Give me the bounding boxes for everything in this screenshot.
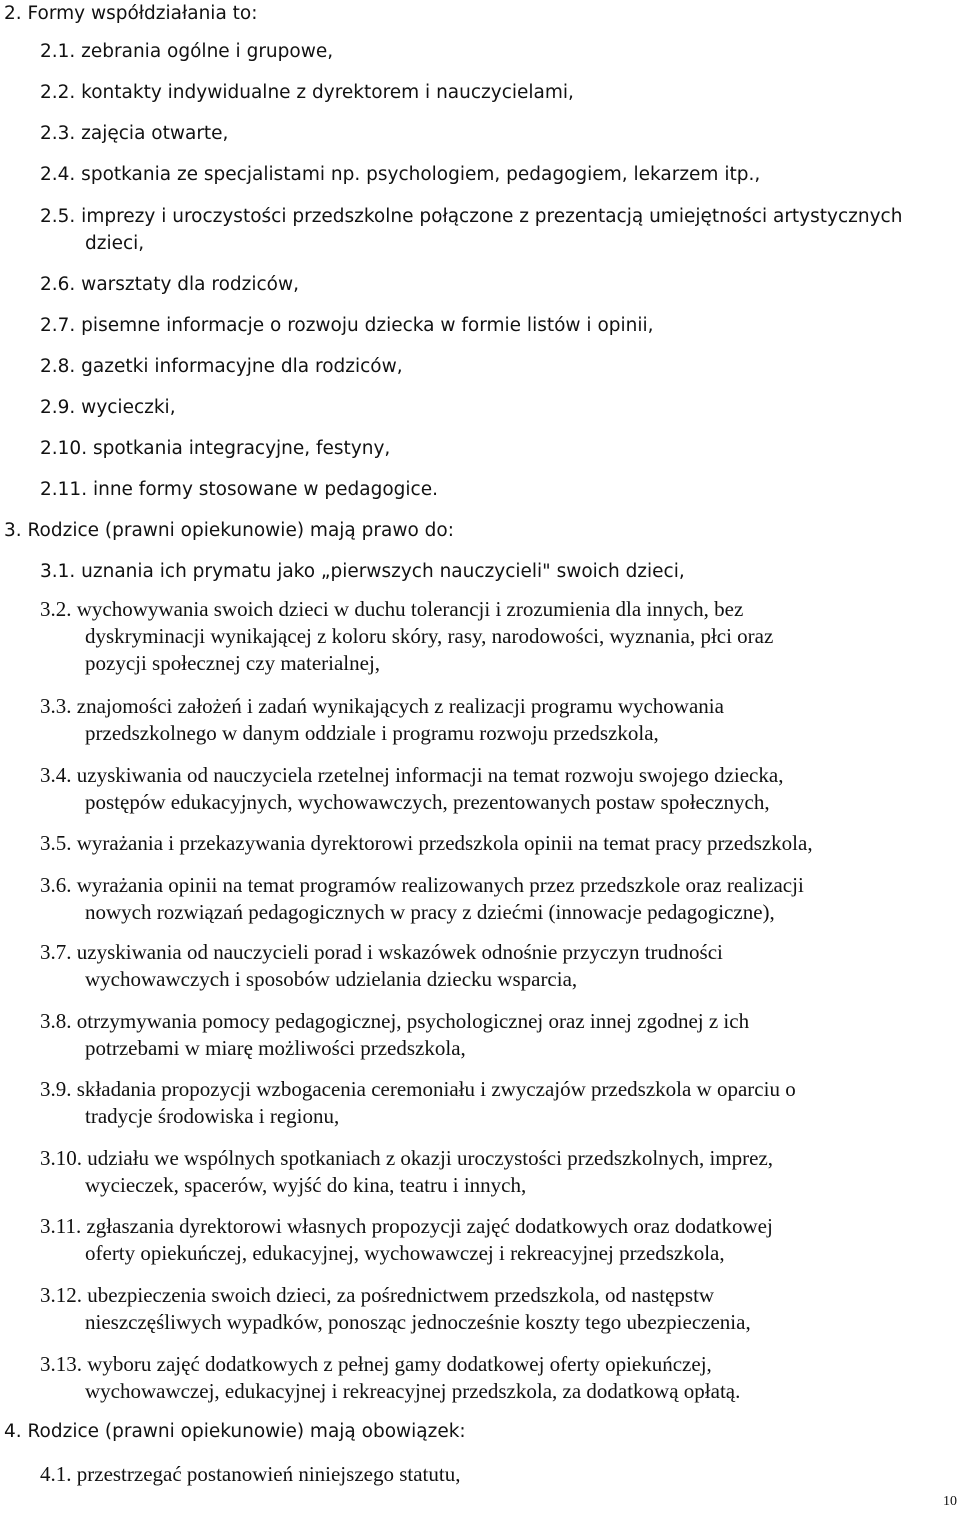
list-item-3-6-cont: nowych rozwiązań pedagogicznych w pracy z dziećmi (innowacje pedagogiczne),: [85, 900, 775, 924]
list-item-3-4-cont: postępów edukacyjnych, wychowawczych, prezentowanych postaw społecznych,: [85, 790, 770, 814]
list-item-2-1: 2.1. zebrania ogólne i grupowe,: [40, 41, 334, 62]
list-item-2-8: 2.8. gazetki informacyjne dla rodziców,: [40, 356, 403, 377]
list-item-3-13: 3.13. wyboru zajęć dodatkowych z pełnej gamy dodatkowej oferty opiekuńczej,: [40, 1352, 712, 1376]
section-3-heading: 3. Rodzice (prawni opiekunowie) mają prawo do:: [4, 520, 454, 541]
list-item-2-4: 2.4. spotkania ze specjalistami np. psychologiem, pedagogiem, lekarzem itp.,: [40, 164, 761, 185]
list-item-2-10: 2.10. spotkania integracyjne, festyny,: [40, 438, 391, 459]
list-item-2-5-cont: dzieci,: [85, 233, 145, 254]
list-item-2-9: 2.9. wycieczki,: [40, 397, 176, 418]
list-item-3-10-cont: wycieczek, spacerów, wyjść do kina, teatru i innych,: [85, 1173, 527, 1197]
list-item-3-2-cont-1: dyskryminacji wynikającej z koloru skóry, rasy, narodowości, wyznania, płci oraz: [85, 624, 774, 648]
list-item-3-7: 3.7. uzyskiwania od nauczycieli porad i wskazówek odnośnie przyczyn trudności: [40, 940, 723, 964]
list-item-3-7-cont: wychowawczych i sposobów udzielania dziecku wsparcia,: [85, 967, 578, 991]
list-item-3-2-cont-2: pozycji społecznej czy materialnej,: [85, 651, 381, 675]
list-item-2-3: 2.3. zajęcia otwarte,: [40, 123, 229, 144]
list-item-3-8: 3.8. otrzymywania pomocy pedagogicznej, psychologicznej oraz innej zgodnej z ich: [40, 1009, 750, 1033]
list-item-3-5: 3.5. wyrażania i przekazywania dyrektorowi przedszkola opinii na temat pracy przedszkola,: [40, 831, 813, 855]
list-item-3-3-cont: przedszkolnego w danym oddziale i programu rozwoju przedszkola,: [85, 721, 659, 745]
list-item-2-5: 2.5. imprezy i uroczystości przedszkolne połączone z prezentacją umiejętności artystycznych: [40, 206, 903, 227]
list-item-3-12-cont: nieszczęśliwych wypadków, ponosząc jednocześnie koszty tego ubezpieczenia,: [85, 1310, 751, 1334]
list-item-3-11-cont: oferty opiekuńczej, edukacyjnej, wychowawczej i rekreacyjnej przedszkola,: [85, 1241, 725, 1265]
list-item-3-10: 3.10. udziału we wspólnych spotkaniach z okazji uroczystości przedszkolnych, imprez,: [40, 1146, 774, 1170]
list-item-3-13-cont: wychowawczej, edukacyjnej i rekreacyjnej przedszkola, za dodatkową opłatą.: [85, 1379, 741, 1403]
list-item-3-2: 3.2. wychowywania swoich dzieci w duchu tolerancji i zrozumienia dla innych, bez: [40, 597, 744, 621]
list-item-3-4: 3.4. uzyskiwania od nauczyciela rzetelnej informacji na temat rozwoju swojego dziecka,: [40, 763, 784, 787]
list-item-2-6: 2.6. warsztaty dla rodziców,: [40, 274, 299, 295]
page-number: 10: [943, 1494, 957, 1509]
list-item-3-1: 3.1. uznania ich prymatu jako „pierwszych nauczycieli" swoich dzieci,: [40, 561, 685, 582]
list-item-3-3: 3.3. znajomości założeń i zadań wynikających z realizacji programu wychowania: [40, 694, 724, 718]
list-item-2-11: 2.11. inne formy stosowane w pedagogice.: [40, 479, 438, 500]
list-item-3-12: 3.12. ubezpieczenia swoich dzieci, za pośrednictwem przedszkola, od następstw: [40, 1283, 715, 1307]
list-item-3-6: 3.6. wyrażania opinii na temat programów realizowanych przez przedszkole oraz realizacji: [40, 873, 804, 897]
list-item-4-1: 4.1. przestrzegać postanowień niniejszego statutu,: [40, 1462, 461, 1486]
list-item-3-8-cont: potrzebami w miarę możliwości przedszkola,: [85, 1036, 466, 1060]
list-item-3-11: 3.11. zgłaszania dyrektorowi własnych propozycji zajęć dodatkowych oraz dodatkowej: [40, 1214, 773, 1238]
section-2-heading: 2. Formy współdziałania to:: [4, 3, 258, 24]
section-4-heading: 4. Rodzice (prawni opiekunowie) mają obowiązek:: [4, 1421, 466, 1442]
list-item-2-2: 2.2. kontakty indywidualne z dyrektorem i nauczycielami,: [40, 82, 574, 103]
list-item-3-9: 3.9. składania propozycji wzbogacenia ceremoniału i zwyczajów przedszkola w oparciu o: [40, 1077, 796, 1101]
list-item-3-9-cont: tradycje środowiska i regionu,: [85, 1104, 340, 1128]
list-item-2-7: 2.7. pisemne informacje o rozwoju dziecka w formie listów i opinii,: [40, 315, 654, 336]
